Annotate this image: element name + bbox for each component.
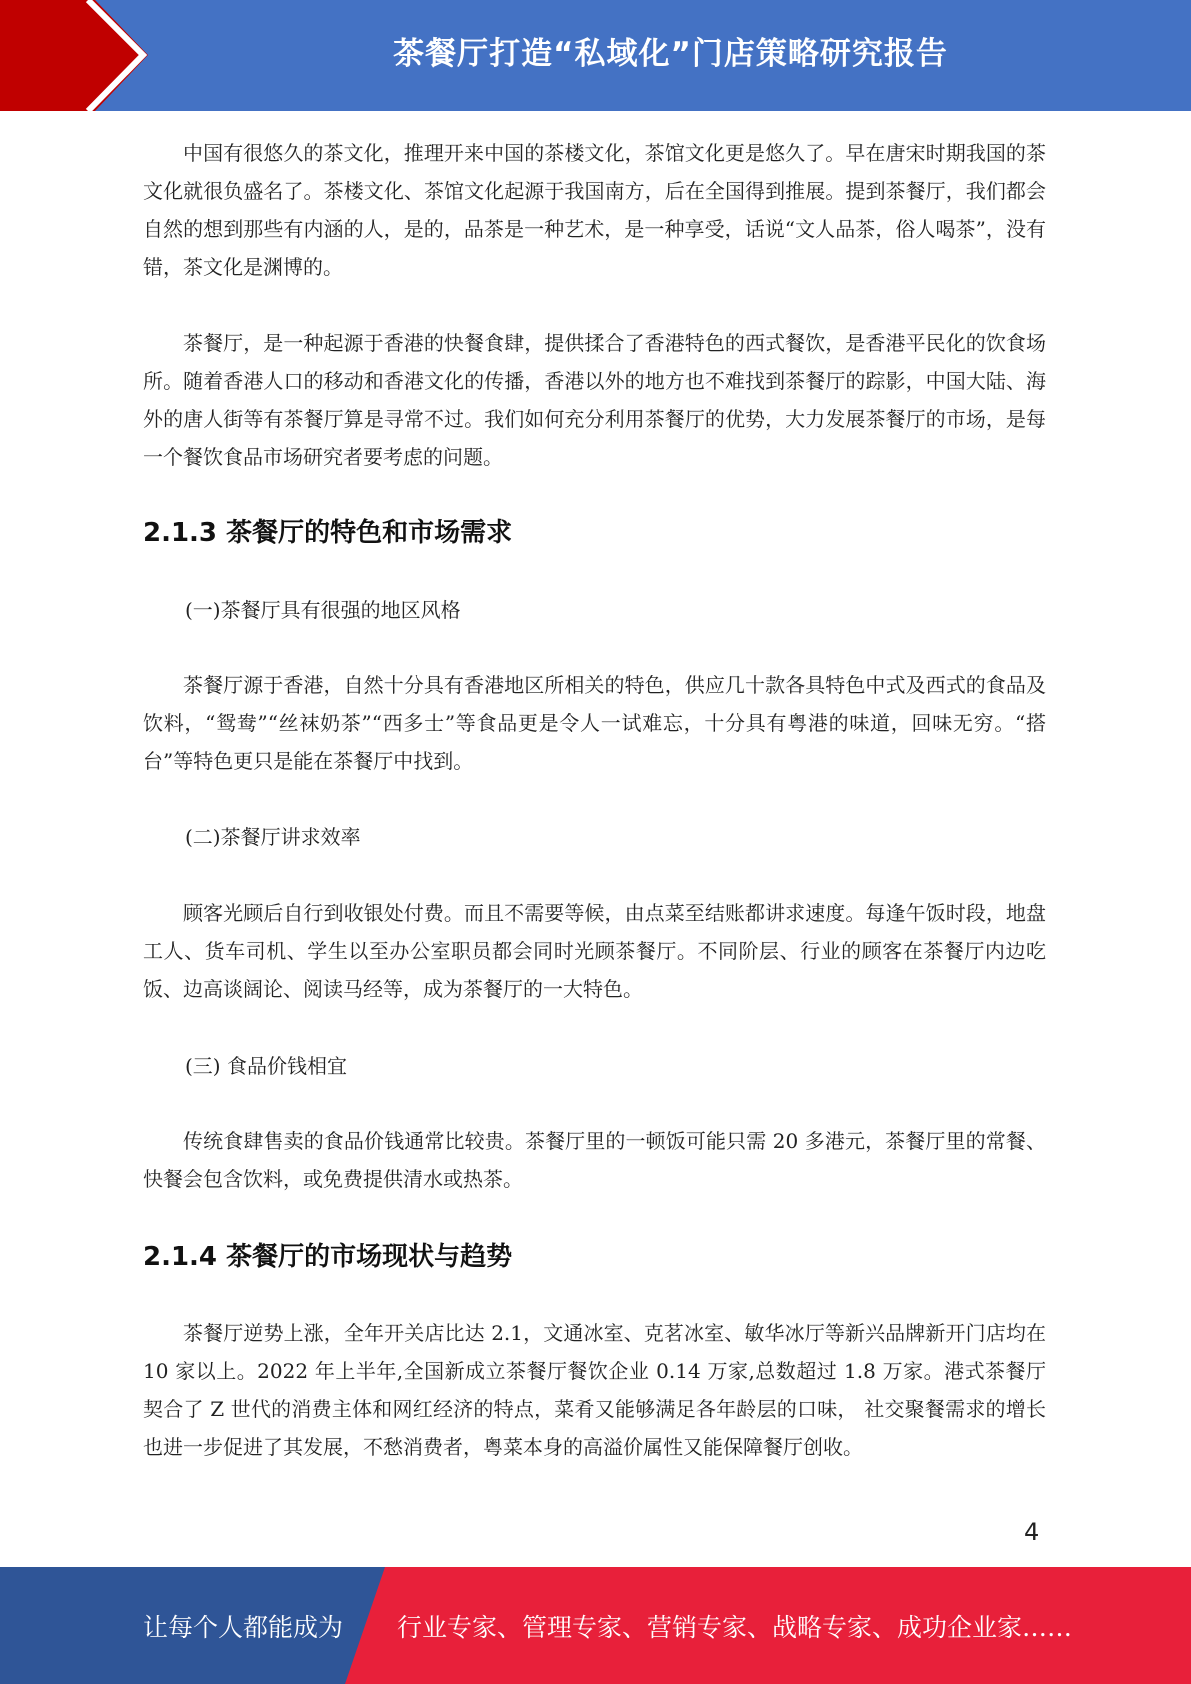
paragraph-tea-culture: 中国有很悠久的茶文化，推理开来中国的茶楼文化，茶馆文化更是悠久了。早在唐宋时期我国的茶文化就很负盛名了。茶楼文化、茶馆文化起源于我国南方，后在全国得到推展。提到茶餐厅，我们都会自然的想到那些有内涵的人，是的，品茶是一种艺术，是一种享受，话说“文人品茶，俗人喝茶”，没有错，茶文化是渊博的。: [143, 141, 1046, 279]
paragraph-cha-chaan-teng-intro: 茶餐厅，是一种起源于香港的快餐食肆，提供揉合了香港特色的西式餐饮，是香港平民化的饮食场所。随着香港人口的移动和香港文化的传播，香港以外的地方也不难找到茶餐厅的踪影，中国大陆、海外的唐人街等有茶餐厅算是寻常不过。我们如何充分利用茶餐厅的优势，大力发展茶餐厅的市场，是每一个餐饮食品市场研究者要考虑的问题。: [143, 331, 1046, 469]
paragraph-regional-style: 茶餐厅源于香港，自然十分具有香港地区所相关的特色，供应几十款各具特色中式及西式的食品及饮料，“鸳鸯”“丝袜奶茶”“西多士”等食品更是令人一试难忘，十分具有粤港的味道，回味无穷。“搭台”等特色更只是能在茶餐厅中找到。: [143, 673, 1046, 773]
footer-slogan-left: 让每个人都能成为: [143, 1612, 344, 1642]
page-footer: [0, 1567, 1191, 1684]
section-heading-2-1-3: 2.1.3 茶餐厅的特色和市场需求: [143, 518, 513, 548]
section-heading-2-1-4: 2.1.4 茶餐厅的市场现状与趋势: [143, 1242, 513, 1272]
footer-slogan-right: 行业专家、管理专家、营销专家、战略专家、成功企业家……: [397, 1612, 1073, 1642]
paragraph-market-status: 茶餐厅逆势上涨，全年开关店比达 2.1，文通冰室、克茗冰室、敏华冰厅等新兴品牌新开门店均在 10 家以上。2022 年上半年,全国新成立茶餐厅餐饮企业 0.14 万家,总数超过 1.8 万家。港式茶餐厅契合了 Z 世代的消费主体和网红经济的特点，菜肴又能够满足各年龄层的口味， 社交聚餐需求的增长也进一步促进了其发展，不愁消费者，粤菜本身的高溢价属性又能保障餐厅创收。: [143, 1321, 1046, 1459]
subheading-affordable-prices: (三) 食品价钱相宜: [185, 1054, 347, 1078]
page-number: 4: [1024, 1518, 1040, 1546]
paragraph-affordable-prices: 传统食肆售卖的食品价钱通常比较贵。茶餐厅里的一顿饭可能只需 20 多港元，茶餐厅里的常餐、快餐会包含饮料，或免费提供清水或热茶。: [143, 1129, 1046, 1191]
paragraph-efficiency: 顾客光顾后自行到收银处付费。而且不需要等候，由点菜至结账都讲求速度。每逢午饭时段，地盘工人、货车司机、学生以至办公室职员都会同时光顾茶餐厅。不同阶层、行业的顾客在茶餐厅内边吃饭、边高谈阔论、阅读马经等，成为茶餐厅的一大特色。: [143, 901, 1046, 1001]
subheading-efficiency: (二)茶餐厅讲求效率: [185, 825, 361, 849]
header-title: 茶餐厅打造“私域化”门店策略研究报告: [393, 35, 948, 72]
header-arrow-decoration: [0, 0, 160, 111]
subheading-regional-style: (一)茶餐厅具有很强的地区风格: [185, 598, 461, 622]
page-header: [0, 0, 1191, 111]
